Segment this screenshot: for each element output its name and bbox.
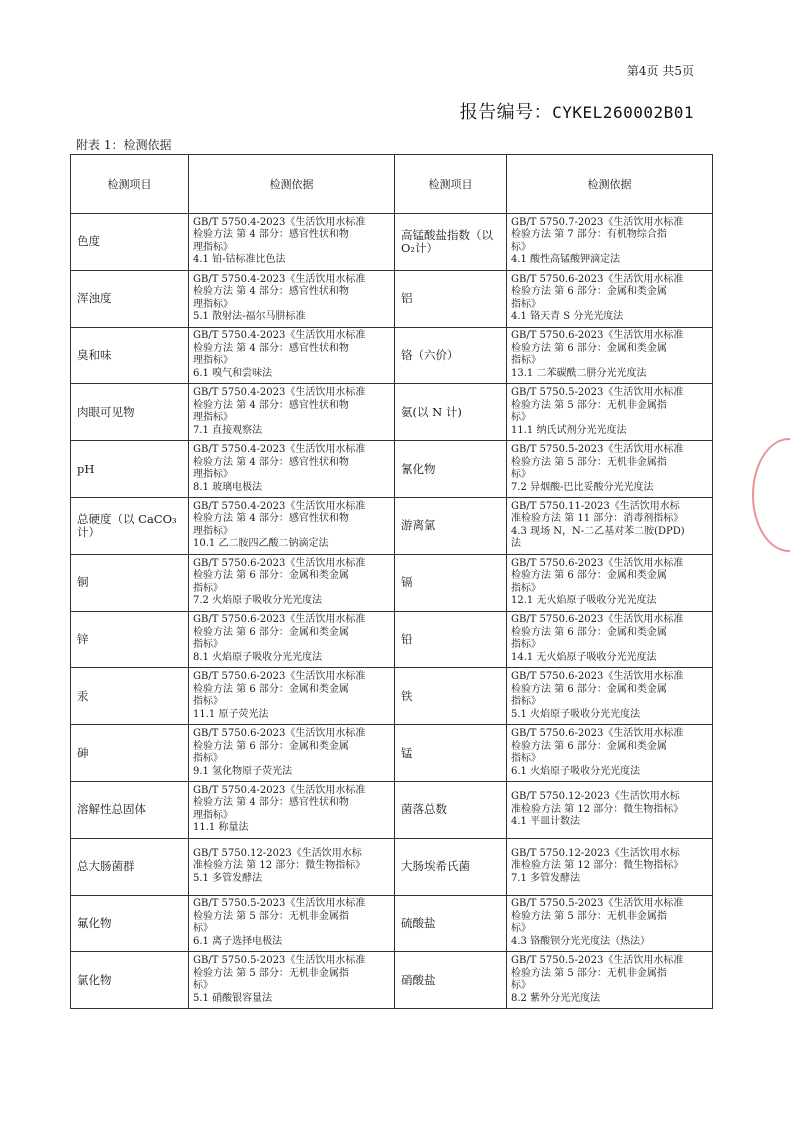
test-item-cell: 锰 [395, 725, 507, 782]
test-item-cell: 色度 [71, 214, 189, 271]
test-item-cell: 菌落总数 [395, 781, 507, 838]
test-basis-line: 检验方法 第 6 部分：金属和类金属 [193, 570, 349, 582]
test-item-cell: 镉 [395, 554, 507, 611]
test-item-cell: 游离氯 [395, 497, 507, 554]
test-basis-cell [189, 497, 395, 554]
table-row [71, 611, 713, 668]
test-basis-line: 13.1 二苯碳酰二肼分光光度法 [511, 367, 647, 379]
test-basis-line: 检验方法 第 5 部分：无机非金属指 [511, 399, 667, 411]
test-item-cell: 铁 [395, 668, 507, 725]
test-basis-line: 检验方法 第 4 部分：感官性状和物 [193, 286, 349, 298]
test-basis-cell [189, 554, 395, 611]
test-basis-line: 检验方法 第 6 部分：金属和类金属 [511, 683, 667, 695]
test-basis-line: 检验方法 第 5 部分：无机非金属指 [511, 456, 667, 468]
test-basis-line: 标》 [193, 923, 213, 935]
test-basis-table [70, 154, 713, 1009]
test-basis-line: 4.3 铬酸钡分光光度法（热法） [511, 935, 651, 947]
test-basis-line: 7.1 多管发酵法 [511, 872, 581, 884]
test-item-cell: 砷 [71, 725, 189, 782]
test-basis-line: 指标》 [511, 639, 541, 651]
test-basis-line: 标》 [511, 469, 531, 481]
test-basis-line: 指标》 [193, 753, 223, 765]
table-row [71, 952, 713, 1009]
table-row [71, 725, 713, 782]
test-basis-cell [507, 952, 713, 1009]
table-row [71, 838, 713, 895]
test-basis-cell [507, 554, 713, 611]
test-basis-line: 9.1 氢化物原子荧光法 [193, 765, 293, 777]
test-basis-line: 11.1 原子荧光法 [193, 708, 269, 720]
test-basis-line: 8.1 火焰原子吸收分光光度法 [193, 651, 323, 663]
test-basis-line: GB/T 5750.4-2023《生活饮用水标准 [193, 330, 366, 342]
test-basis-line: 7.2 火焰原子吸收分光光度法 [193, 595, 323, 607]
test-basis-line: 检验方法 第 4 部分：感官性状和物 [193, 342, 349, 354]
table-row [71, 384, 713, 441]
test-basis-line: GB/T 5750.12-2023《生活饮用水标 [511, 847, 680, 859]
test-item-cell: 锌 [71, 611, 189, 668]
test-basis-line: 指标》 [193, 696, 223, 708]
report-number-value: CYKEL260002B01 [552, 103, 694, 122]
test-basis-line: GB/T 5750.11-2023《生活饮用水标 [511, 500, 680, 512]
test-basis-line: GB/T 5750.6-2023《生活饮用水标准 [511, 728, 684, 740]
annex-title: 附表 1：检测依据 [76, 138, 172, 152]
test-basis-line: 14.1 无火焰原子吸收分光光度法 [511, 651, 657, 663]
test-basis-line: 理指标》 [193, 809, 233, 821]
test-basis-cell [507, 384, 713, 441]
test-basis-line: 检验方法 第 6 部分：金属和类金属 [193, 626, 349, 638]
table-row [71, 668, 713, 725]
test-basis-line: GB/T 5750.6-2023《生活饮用水标准 [193, 557, 366, 569]
header-test-item: 检测项目 [395, 155, 507, 214]
test-basis-line: 理指标》 [193, 469, 233, 481]
test-basis-cell [507, 270, 713, 327]
test-basis-line: GB/T 5750.6-2023《生活饮用水标准 [193, 614, 366, 626]
test-basis-line: 12.1 无火焰原子吸收分光光度法 [511, 595, 657, 607]
test-basis-line: 4.1 平皿计数法 [511, 816, 581, 828]
table-row [71, 781, 713, 838]
test-basis-line: 准检验方法 第 12 部分：微生物指标》 [511, 803, 684, 815]
test-basis-line: GB/T 5750.5-2023《生活饮用水标准 [511, 955, 684, 967]
test-item-cell: 肉眼可见物 [71, 384, 189, 441]
test-item-cell: 大肠埃希氏菌 [395, 838, 507, 895]
test-basis-line: 5.1 硝酸银容量法 [193, 992, 273, 1004]
test-basis-line: 理指标》 [193, 241, 233, 253]
test-item-cell: 氨(以 N 计) [395, 384, 507, 441]
test-basis-line: 理指标》 [193, 355, 233, 367]
test-basis-line: 检验方法 第 5 部分：无机非金属指 [193, 967, 349, 979]
test-basis-line: 检验方法 第 6 部分：金属和类金属 [511, 626, 667, 638]
test-item-cell: 总硬度（以 CaCO₃计） [71, 497, 189, 554]
test-basis-line: 理指标》 [193, 412, 233, 424]
test-basis-line: GB/T 5750.5-2023《生活饮用水标准 [511, 387, 684, 399]
test-basis-cell [189, 611, 395, 668]
test-item-cell: 氯化物 [71, 952, 189, 1009]
table-header-row [71, 155, 713, 214]
test-item-cell: 氰化物 [395, 441, 507, 498]
test-basis-line: GB/T 5750.6-2023《生活饮用水标准 [511, 557, 684, 569]
test-item-cell: 汞 [71, 668, 189, 725]
test-basis-line: 4.1 铂-钴标准比色法 [193, 254, 286, 266]
test-item-cell: 总大肠菌群 [71, 838, 189, 895]
test-item-cell: 氟化物 [71, 895, 189, 952]
test-basis-line: 7.1 直接观察法 [193, 424, 263, 436]
test-basis-line: 指标》 [193, 582, 223, 594]
report-number-label: 报告编号： [459, 102, 553, 123]
test-item-cell: 高锰酸盐指数（以 O₂计） [395, 214, 507, 271]
test-item-cell: pH [71, 441, 189, 498]
test-basis-line: 检验方法 第 6 部分：金属和类金属 [193, 740, 349, 752]
test-basis-line: 检验方法 第 6 部分：金属和类金属 [193, 683, 349, 695]
test-basis-line: GB/T 5750.5-2023《生活饮用水标准 [511, 444, 684, 456]
test-item-cell: 铅 [395, 611, 507, 668]
test-item-cell: 铬（六价） [395, 327, 507, 384]
test-basis-line: 理指标》 [193, 298, 233, 310]
test-basis-line: 7.2 异烟酸-巴比妥酸分光光度法 [511, 481, 654, 493]
test-basis-cell [507, 611, 713, 668]
test-basis-line: GB/T 5750.4-2023《生活饮用水标准 [193, 216, 366, 228]
table-row [71, 441, 713, 498]
test-item-cell: 臭和味 [71, 327, 189, 384]
table-row [71, 895, 713, 952]
test-basis-line: 检验方法 第 4 部分：感官性状和物 [193, 797, 349, 809]
test-basis-line: GB/T 5750.4-2023《生活饮用水标准 [193, 784, 366, 796]
test-basis-line: 标》 [511, 241, 531, 253]
test-basis-cell [189, 441, 395, 498]
test-basis-cell [507, 725, 713, 782]
test-basis-line: 准检验方法 第 11 部分：消毒剂指标》 [511, 513, 684, 525]
test-basis-line: 5.1 多管发酵法 [193, 872, 263, 884]
test-basis-line: GB/T 5750.12-2023《生活饮用水标 [511, 791, 680, 803]
test-basis-cell [507, 838, 713, 895]
test-basis-line: GB/T 5750.12-2023《生活饮用水标 [193, 847, 362, 859]
test-basis-line: GB/T 5750.6-2023《生活饮用水标准 [511, 330, 684, 342]
test-basis-cell [507, 327, 713, 384]
test-basis-line: 标》 [193, 980, 213, 992]
test-basis-line: GB/T 5750.5-2023《生活饮用水标准 [511, 898, 684, 910]
test-basis-line: 准检验方法 第 12 部分：微生物指标》 [511, 860, 684, 872]
test-item-cell: 硝酸盐 [395, 952, 507, 1009]
test-basis-line: 6.1 嗅气和尝味法 [193, 367, 273, 379]
table-row [71, 497, 713, 554]
test-basis-cell [507, 781, 713, 838]
test-basis-cell [189, 214, 395, 271]
test-basis-cell [507, 441, 713, 498]
test-basis-cell [507, 895, 713, 952]
test-basis-line: 指标》 [511, 355, 541, 367]
test-basis-line: 6.1 离子选择电极法 [193, 935, 283, 947]
test-basis-line: 5.1 散射法-福尔马肼标准 [193, 311, 306, 323]
test-basis-line: GB/T 5750.6-2023《生活饮用水标准 [511, 671, 684, 683]
test-basis-cell [189, 838, 395, 895]
test-item-cell: 浑浊度 [71, 270, 189, 327]
test-basis-line: 检验方法 第 6 部分：金属和类金属 [511, 342, 667, 354]
test-basis-cell [189, 725, 395, 782]
test-basis-line: 检验方法 第 5 部分：无机非金属指 [511, 910, 667, 922]
test-basis-line: 检验方法 第 6 部分：金属和类金属 [511, 286, 667, 298]
test-basis-line: 指标》 [511, 582, 541, 594]
test-basis-cell [189, 895, 395, 952]
test-basis-line: 指标》 [511, 696, 541, 708]
test-basis-line: 8.1 玻璃电极法 [193, 481, 263, 493]
table-row [71, 554, 713, 611]
header-test-basis: 检测依据 [507, 155, 713, 214]
test-basis-line: GB/T 5750.4-2023《生活饮用水标准 [193, 500, 366, 512]
test-basis-line: 理指标》 [193, 525, 233, 537]
test-basis-cell [507, 668, 713, 725]
test-basis-line: 6.1 火焰原子吸收分光光度法 [511, 765, 641, 777]
test-basis-line: 检验方法 第 5 部分：无机非金属指 [193, 910, 349, 922]
test-basis-line: 检验方法 第 4 部分：感官性状和物 [193, 229, 349, 241]
test-basis-line: GB/T 5750.7-2023《生活饮用水标准 [511, 216, 684, 228]
test-item-cell: 硫酸盐 [395, 895, 507, 952]
header-test-item: 检测项目 [71, 155, 189, 214]
test-basis-line: 检验方法 第 4 部分：感官性状和物 [193, 513, 349, 525]
test-basis-line: 法 [511, 538, 521, 550]
test-basis-line: 标》 [511, 923, 531, 935]
test-basis-line: 指标》 [193, 639, 223, 651]
test-basis-line: GB/T 5750.4-2023《生活饮用水标准 [193, 444, 366, 456]
table-row [71, 214, 713, 271]
test-basis-line: 指标》 [511, 753, 541, 765]
test-basis-line: 检验方法 第 4 部分：感官性状和物 [193, 399, 349, 411]
test-basis-line: 4.1 铬天青 S 分光光度法 [511, 311, 624, 323]
test-item-cell: 铝 [395, 270, 507, 327]
test-basis-line: 准检验方法 第 12 部分：微生物指标》 [193, 860, 366, 872]
test-basis-line: GB/T 5750.6-2023《生活饮用水标准 [511, 614, 684, 626]
test-basis-cell [507, 214, 713, 271]
test-basis-cell [189, 327, 395, 384]
page-number: 第4页 共5页 [626, 64, 694, 78]
report-number [460, 98, 694, 124]
table-row [71, 270, 713, 327]
test-basis-line: 检验方法 第 4 部分：感官性状和物 [193, 456, 349, 468]
test-basis-line: GB/T 5750.4-2023《生活饮用水标准 [193, 387, 366, 399]
test-basis-cell [189, 781, 395, 838]
test-basis-line: 8.2 紫外分光光度法 [511, 992, 601, 1004]
test-basis-line: 检验方法 第 6 部分：金属和类金属 [511, 740, 667, 752]
test-basis-line: 4.1 酸性高锰酸钾滴定法 [511, 254, 621, 266]
header-test-basis: 检测依据 [189, 155, 395, 214]
table-row [71, 327, 713, 384]
test-basis-line: 4.3 现场 N，N-二乙基对苯二胺(DPD) [511, 525, 685, 537]
test-basis-line: GB/T 5750.6-2023《生活饮用水标准 [511, 273, 684, 285]
test-item-cell: 铜 [71, 554, 189, 611]
test-basis-line: 指标》 [511, 298, 541, 310]
test-basis-line: GB/T 5750.5-2023《生活饮用水标准 [193, 898, 366, 910]
test-basis-line: GB/T 5750.5-2023《生活饮用水标准 [193, 955, 366, 967]
test-basis-line: 检验方法 第 6 部分：金属和类金属 [511, 570, 667, 582]
test-basis-cell [507, 497, 713, 554]
table-body [71, 214, 713, 1009]
test-basis-line: 11.1 纳氏试剂分光光度法 [511, 424, 627, 436]
test-basis-line: 5.1 火焰原子吸收分光光度法 [511, 708, 641, 720]
test-basis-line: GB/T 5750.6-2023《生活饮用水标准 [193, 671, 366, 683]
test-basis-line: 检验方法 第 7 部分：有机物综合指 [511, 229, 667, 241]
test-basis-line: GB/T 5750.6-2023《生活饮用水标准 [193, 728, 366, 740]
test-basis-cell [189, 952, 395, 1009]
test-basis-cell [189, 270, 395, 327]
test-basis-cell [189, 384, 395, 441]
official-seal [752, 438, 790, 552]
test-basis-line: 标》 [511, 980, 531, 992]
test-basis-line: GB/T 5750.4-2023《生活饮用水标准 [193, 273, 366, 285]
test-basis-cell [189, 668, 395, 725]
test-item-cell: 溶解性总固体 [71, 781, 189, 838]
test-basis-line: 标》 [511, 412, 531, 424]
test-basis-line: 10.1 乙二胺四乙酸二钠滴定法 [193, 538, 329, 550]
test-basis-line: 11.1 称量法 [193, 822, 249, 834]
test-basis-line: 检验方法 第 5 部分：无机非金属指 [511, 967, 667, 979]
